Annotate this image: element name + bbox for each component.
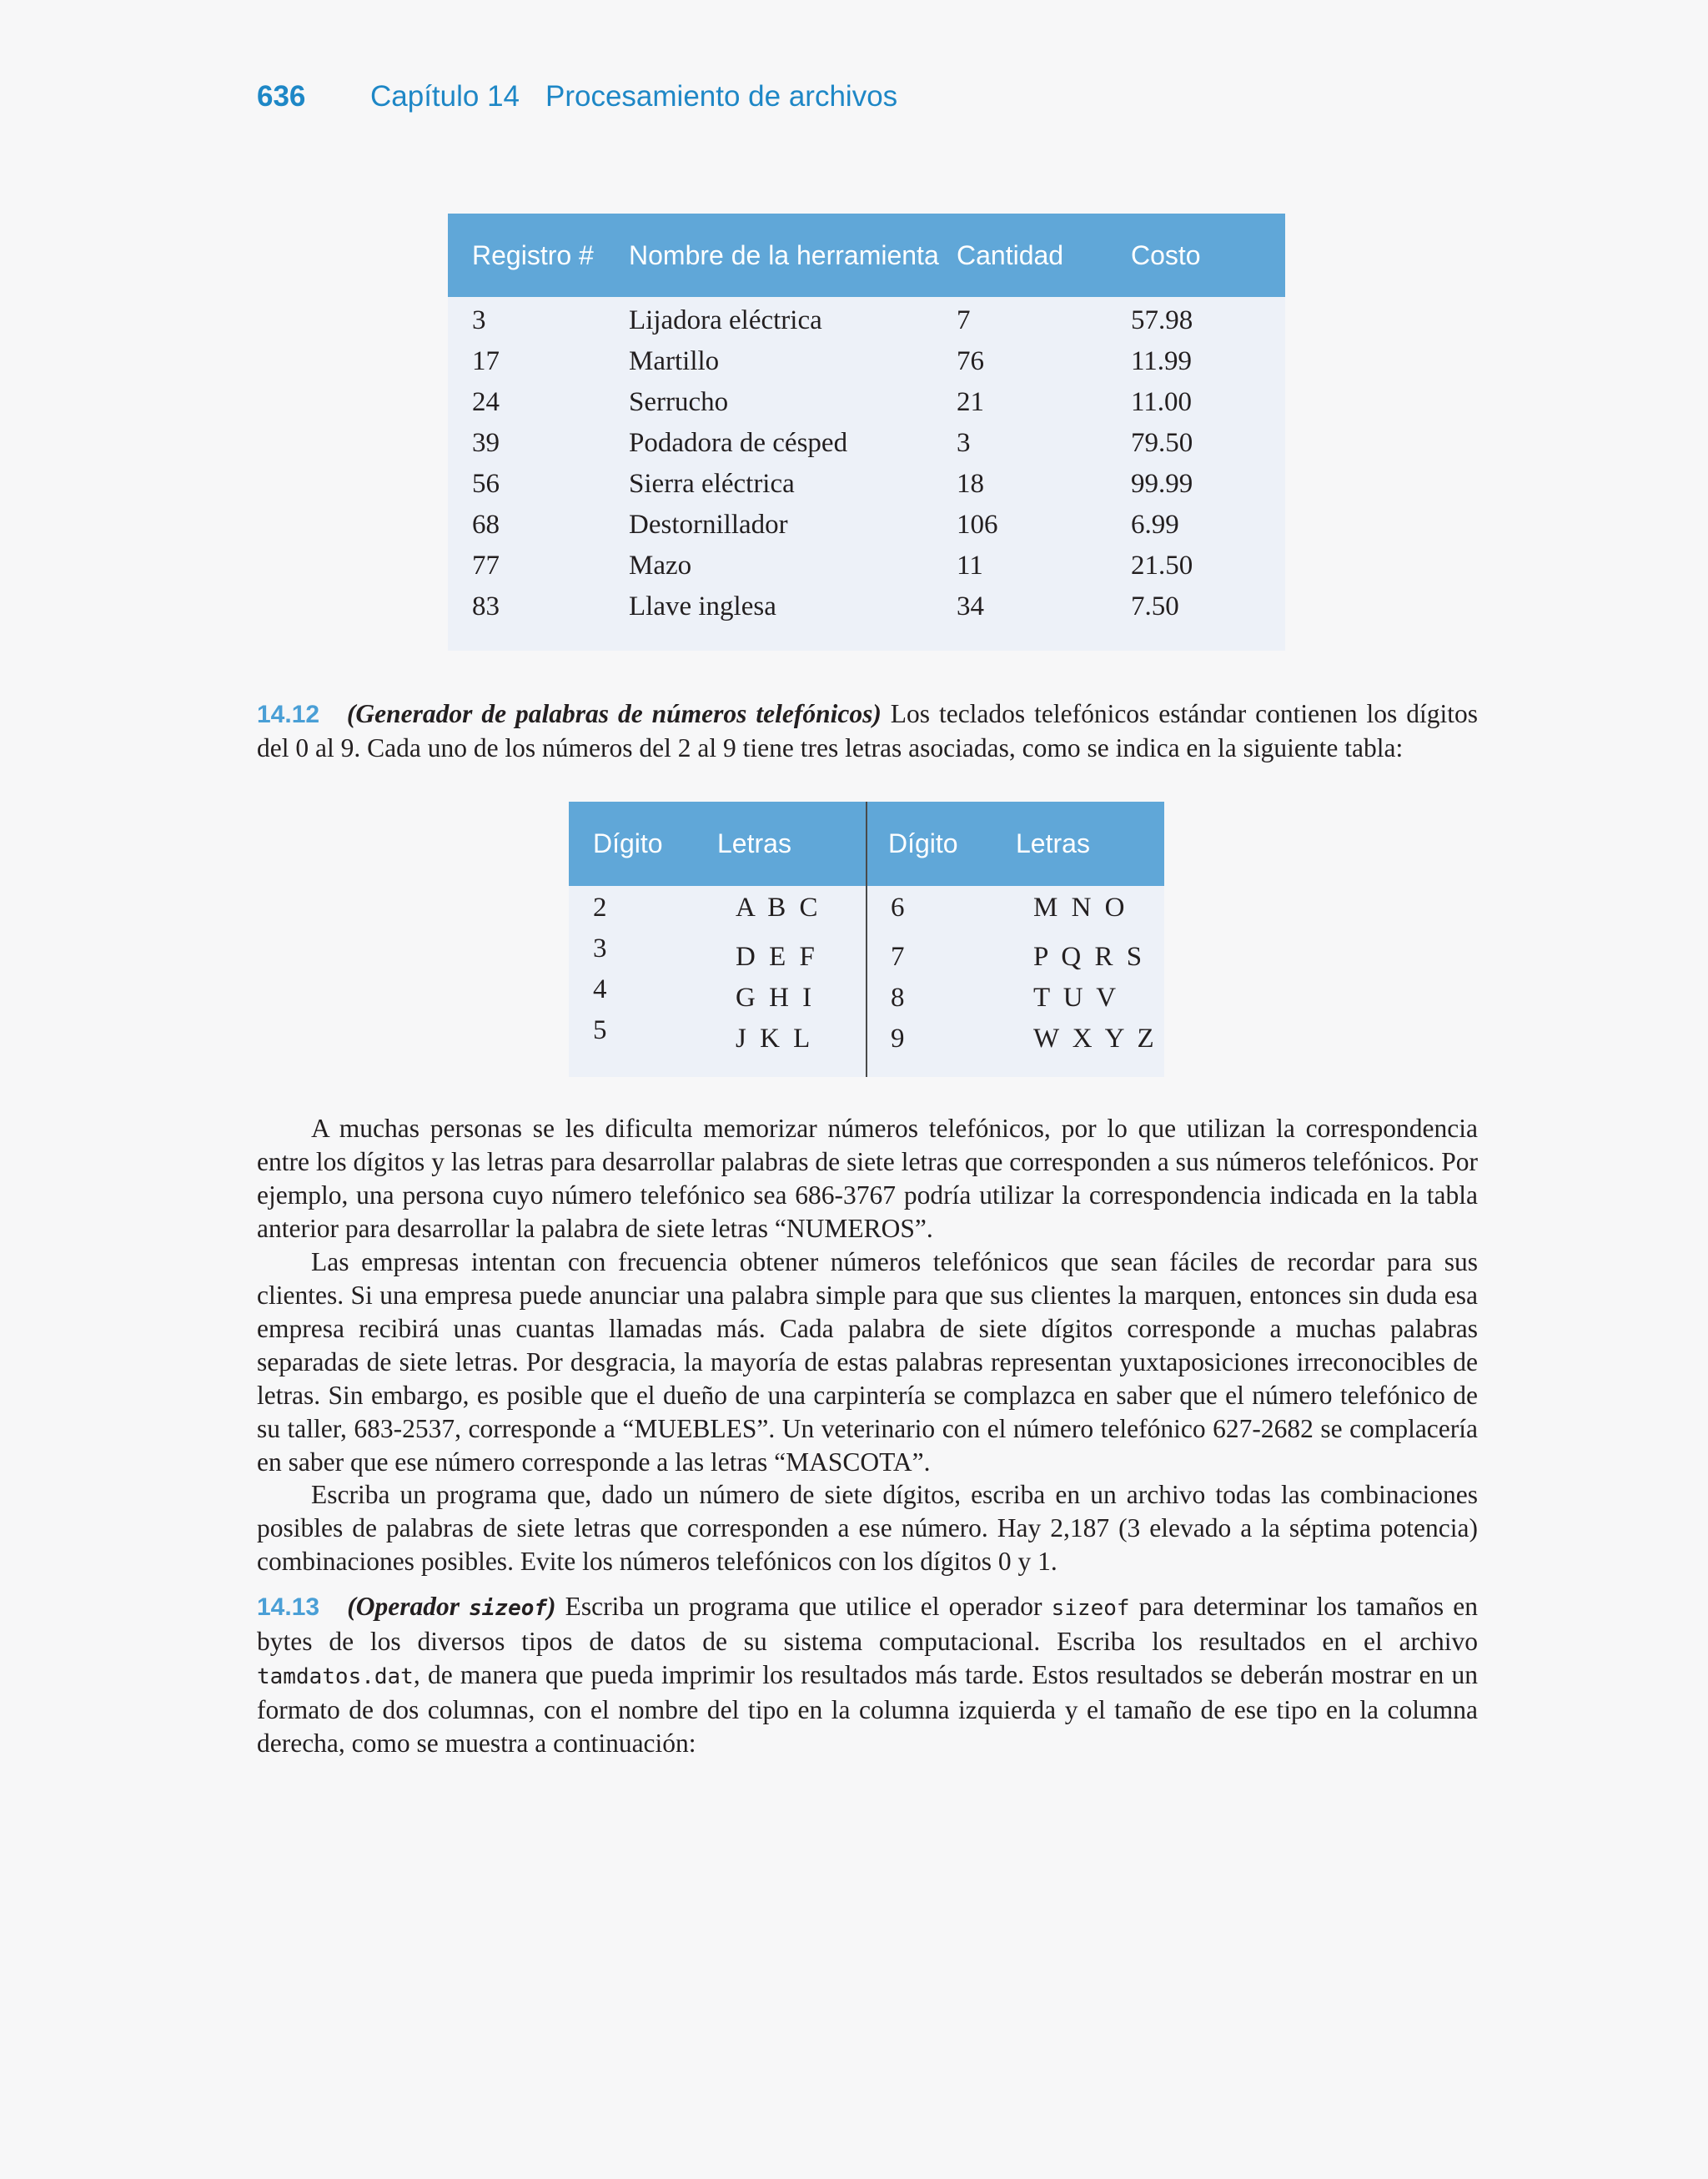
letters-cell: T U V — [1033, 983, 1120, 1013]
cell-cantidad: 18 — [957, 469, 984, 499]
exercise-number: 14.12 — [257, 701, 320, 728]
chapter-title: Procesamiento de archivos — [545, 80, 898, 113]
body-paragraph: Las empresas intentan con frecuencia obtener números telefónicos que sean fáciles de recordar para sus clientes. Si una empresa puede anunciar una palabra simple para que sus clientes la marquen, entonces sin duda esa empresa recibirá unas cuantas llamadas más. Cada palabra de siete dígitos corresponde a muchas palabras separadas de siete letras. Por desgracia, la mayoría de estas palabras representan yuxtaposiciones irreconocibles de letras. Sin embargo, es posible que el dueño de una carpintería se complazca en saber que el número telefónico de su taller, 683-2537, corresponde a “MUEBLES”. Un veterinario con el número telefónico 627-2682 se complacería en saber que ese número corresponde a las letras “MASCOTA”. — [257, 1247, 1478, 1477]
page-number: 636 — [257, 80, 306, 113]
cell-costo: 57.98 — [1131, 305, 1193, 335]
inline-code-filename: tamdatos.dat — [257, 1664, 414, 1689]
letters-cell: J K L — [736, 1024, 814, 1054]
header-letras-left: Letras — [717, 828, 791, 858]
digit-cell: 9 — [891, 1024, 908, 1054]
column-divider — [866, 802, 867, 1077]
exercise-title — [347, 1592, 555, 1621]
digit-cell: 4 — [593, 974, 610, 1004]
cell-registro: 24 — [472, 387, 500, 417]
letters-cell: M N O — [1033, 893, 1128, 923]
inventory-table — [448, 214, 1285, 651]
cell-registro: 17 — [472, 346, 500, 376]
cell-costo: 11.00 — [1131, 387, 1193, 417]
cell-nombre: Serrucho — [629, 387, 729, 417]
cell-nombre: Martillo — [629, 346, 720, 376]
cell-registro: 77 — [472, 551, 500, 581]
cell-costo: 21.50 — [1131, 551, 1193, 581]
letters-cell: P Q R S — [1033, 942, 1146, 972]
exercise-title: (Generador de palabras de números telefónicos) — [346, 699, 882, 728]
cell-registro: 83 — [472, 591, 500, 621]
cell-costo: 7.50 — [1131, 591, 1179, 621]
cell-registro: 68 — [472, 510, 500, 540]
phone-keypad-table — [569, 802, 1164, 1077]
cell-costo: 79.50 — [1131, 428, 1193, 458]
header-digito-right: Dígito — [888, 828, 958, 858]
cell-costo: 11.99 — [1131, 346, 1193, 376]
header-cantidad: Cantidad — [957, 240, 1064, 270]
table-row — [448, 387, 1285, 428]
cell-nombre: Destornillador — [629, 510, 788, 540]
header-letras-right: Letras — [1016, 828, 1090, 858]
digit-cell: 6 — [891, 893, 908, 923]
cell-cantidad: 21 — [957, 387, 984, 417]
cell-nombre: Sierra eléctrica — [629, 469, 795, 499]
cell-nombre: Podadora de césped — [629, 428, 848, 458]
exercise-text: Escriba un programa que utilice el operador — [555, 1592, 1052, 1621]
exercise-14-12-intro — [257, 697, 1478, 765]
cell-registro: 39 — [472, 428, 500, 458]
chapter-label: Capítulo 14 — [370, 80, 520, 113]
cell-cantidad: 34 — [957, 591, 984, 621]
exercise-number: 14.13 — [257, 1593, 320, 1621]
table-row — [448, 428, 1285, 469]
body-paragraph: Escriba un programa que, dado un número de siete dígitos, escriba en un archivo todas las combinaciones posibles de palabras de siete letras que corresponden a ese número. Hay 2,187 (3 elevado a la séptima potencia) combinaciones posibles. Evite los números telefónicos con los dígitos 0 y 1. — [257, 1480, 1478, 1576]
exercise-title-suffix: ) — [547, 1592, 556, 1621]
cell-registro: 56 — [472, 469, 500, 499]
cell-nombre: Llave inglesa — [629, 591, 776, 621]
exercise-text: para determinar los tamaños en bytes de los diversos tipos de datos de su sistema computacional. Escriba los resultados en el archivo — [257, 1592, 1478, 1656]
digit-cell: 5 — [593, 1015, 610, 1045]
cell-cantidad: 76 — [957, 346, 984, 376]
table-row — [448, 305, 1285, 346]
header-digito-left: Dígito — [593, 828, 663, 858]
digit-cell: 8 — [891, 983, 908, 1013]
table-row — [448, 510, 1285, 551]
cell-nombre: Mazo — [629, 551, 692, 581]
inline-code: sizeof — [1051, 1596, 1130, 1621]
running-header — [257, 80, 898, 113]
body-paragraph: A muchas personas se les dificulta memorizar números telefónicos, por lo que utilizan la correspondencia entre los dígitos y las letras para desarrollar palabras de siete letras que corresponden a sus números telefónicos. Por ejemplo, una persona cuyo número telefónico sea 686-3767 podría utilizar la correspondencia indicada en la tabla anterior para desarrollar la palabra de siete letras “NUMEROS”. — [257, 1114, 1478, 1243]
cell-registro: 3 — [472, 305, 486, 335]
letters-cell: D E F — [736, 942, 818, 972]
table-row — [448, 591, 1285, 632]
exercise-title-code: sizeof — [469, 1596, 548, 1621]
cell-cantidad: 11 — [957, 551, 983, 581]
table-row — [448, 346, 1285, 387]
header-costo: Costo — [1131, 240, 1201, 270]
header-nombre: Nombre de la herramienta — [629, 240, 939, 270]
cell-costo: 6.99 — [1131, 510, 1179, 540]
digit-cell: 7 — [891, 942, 908, 972]
table-row — [448, 469, 1285, 510]
exercise-text: , de manera que pueda imprimir los resultados más tarde. Estos resultados se deberán mostrar en un formato de dos columnas, con el nombre del tipo en la columna izquierda y el tamaño de ese tipo en la columna derecha, como se muestra a continuación: — [257, 1660, 1478, 1758]
exercise-text: Los teclados telefónicos estándar contienen los dígitos del 0 al 9. Cada uno de los números del 2 al 9 tiene tres letras asociadas, como se indica en la siguiente tabla: — [257, 699, 1478, 762]
exercise-14-13 — [257, 1590, 1478, 1760]
cell-cantidad: 7 — [957, 305, 971, 335]
cell-costo: 99.99 — [1131, 469, 1193, 499]
exercise-title-prefix: (Operador — [347, 1592, 470, 1621]
inventory-table-header — [448, 214, 1285, 297]
digit-cell: 3 — [593, 933, 610, 964]
cell-cantidad: 3 — [957, 428, 971, 458]
digit-cell: 2 — [593, 893, 610, 923]
header-registro: Registro # — [472, 240, 594, 270]
letters-cell: G H I — [736, 983, 816, 1013]
table-row — [448, 551, 1285, 591]
cell-cantidad: 106 — [957, 510, 998, 540]
letters-cell: A B C — [736, 893, 821, 923]
cell-nombre: Lijadora eléctrica — [629, 305, 822, 335]
letters-cell: W X Y Z — [1033, 1024, 1158, 1054]
